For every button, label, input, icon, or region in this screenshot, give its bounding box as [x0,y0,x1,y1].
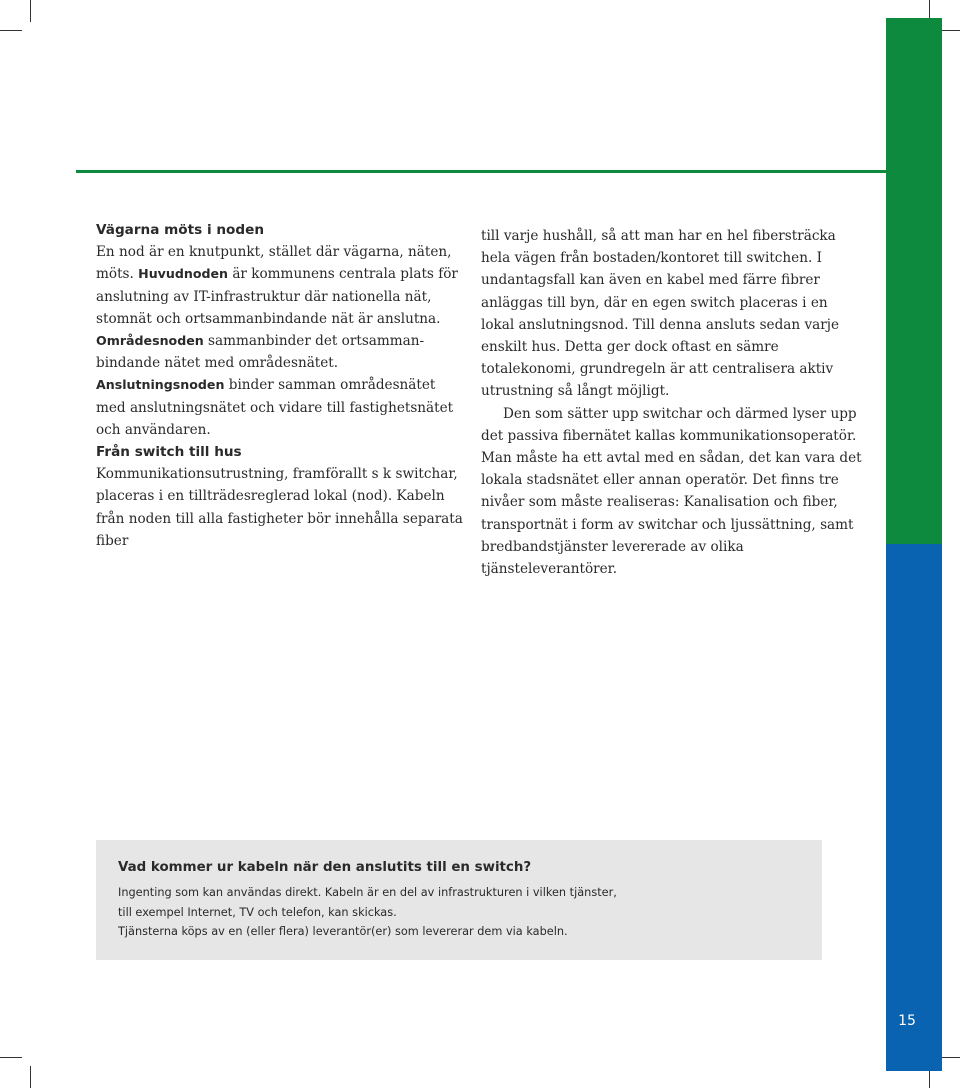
paragraph: till varje hushåll, så att man har en hel fibersträcka hela vägen från bostaden/kontoret till switchen. I undantagsfall kan även en kabel med färre fibrer anläggas till byn, där en egen switch placeras i en lokal anslutningsnod. Till denna ansluts sedan varje enskilt hus. Detta ger dock oftast en sämre totalekonomi, grundregeln är att centralisera aktiv utrustning så långt möjligt. [481,228,840,400]
left-column [96,219,468,552]
faq-answer-line: till exempel Internet, TV och telefon, kan skickas. [118,905,397,919]
page-number: 15 [898,1013,916,1029]
section-heading: Från switch till hus [96,444,242,461]
paragraph [96,241,468,441]
paragraph: Kommunikationsutrustning, framförallt s k switchar, placeras i en tillträdesreglerad lokal (nod). Kabeln från noden till alla fastigheter bör innehålla separata fiber [96,466,463,549]
header-rule [76,170,886,173]
crop-mark [0,30,22,31]
term-huvudnoden: Huvudnoden [138,266,228,282]
faq-answer-line: Tjänsterna köps av en (eller flera) leverantör(er) som levererar dem via kabeln. [118,925,568,939]
crop-mark [30,1066,31,1088]
faq-question: Vad kommer ur kabeln när den anslutits till en switch? [118,860,532,875]
faq-box [96,840,822,960]
faq-answer-line: Ingenting som kan användas direkt. Kabeln är en del av infrastrukturen i vilken tjänster, [118,886,617,899]
paragraph [481,403,865,581]
section-heading: Vägarna möts i noden [96,222,265,238]
right-column [481,225,865,580]
text-run: är kommunens centrala plats för anslutning av IT-infrastruktur där nationella nät, stomnät och ortsammanbindande nät är anslutna. [96,266,458,327]
text-run: En nod är en knutpunkt, stället där vägarna, näten, möts. [96,244,452,283]
text-run: sammanbinder det ortsammanbindande nätet med områdesnätet. [96,333,425,372]
text-run: Den som sätter upp switchar och därmed lyser upp det passiva fibernätet kallas kommunikationsoperatör. Man måste ha ett avtal med en sådan, det kan vara det lokala stadsnätet eller annan operatör. Det finns tre nivåer som måste realiseras: Kanalisation och fiber, transportnät i form av switchar och ljussättning, samt bredbandstjänster levererade av olika tjänsteleverantörer. [481,405,862,578]
term-anslutningsnoden: Anslutningsnoden [96,377,225,393]
side-band-blue [886,544,942,1071]
term-omradesnoden: Områdesnoden [96,333,204,349]
side-band-green [886,18,942,544]
text-run: binder samman områdesnätet med anslutningsnätet och vidare till fastighetsnätet och användaren. [96,377,454,438]
crop-mark [0,1057,22,1058]
crop-mark [30,0,31,22]
